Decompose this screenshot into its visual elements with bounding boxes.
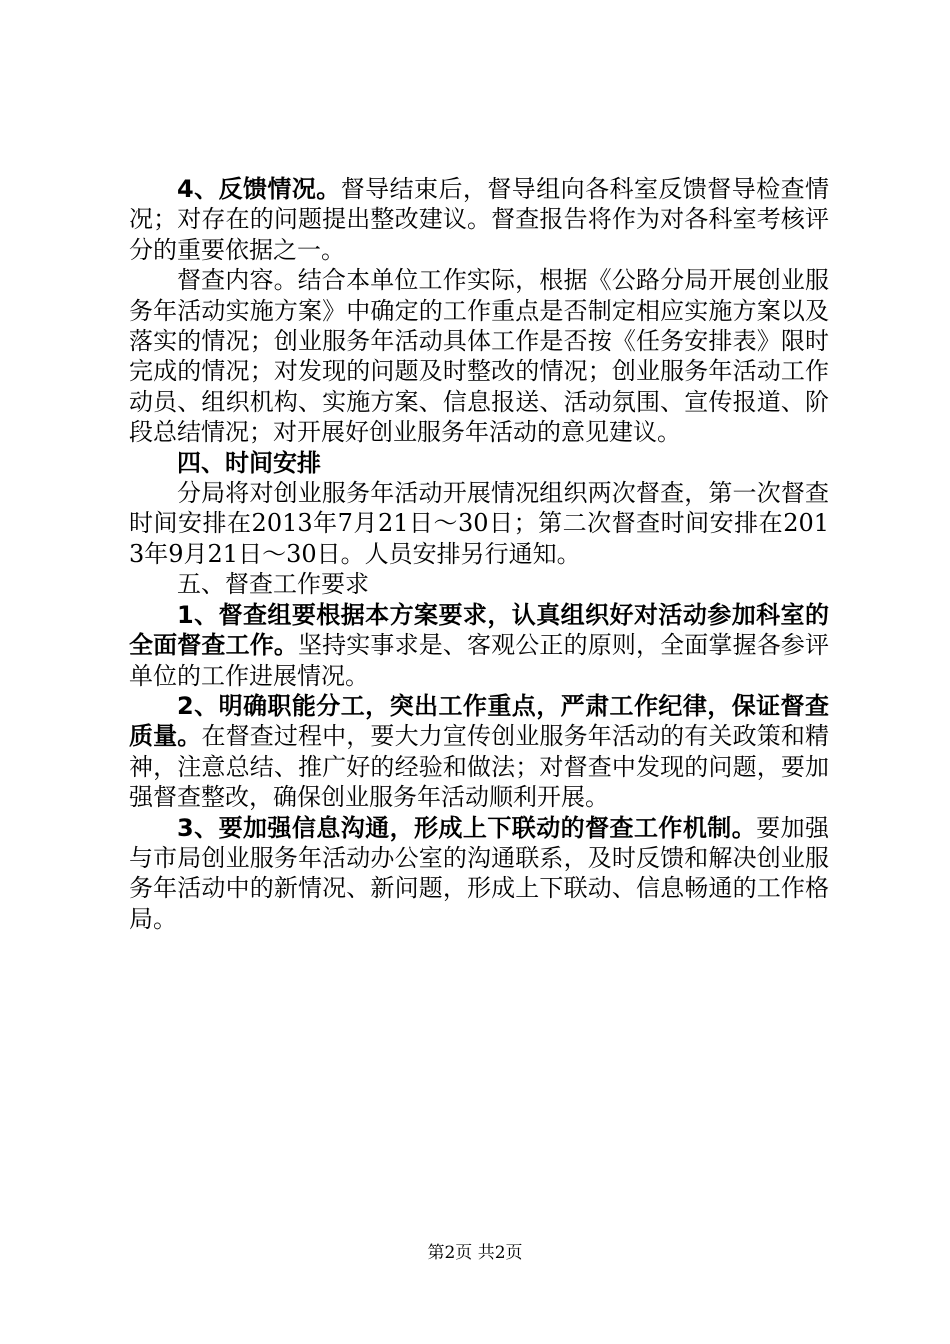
section-heading-requirements: 五、督查工作要求 xyxy=(177,570,369,599)
paragraph-requirement-3 xyxy=(129,813,829,935)
section-heading-schedule: 四、时间安排 xyxy=(177,448,321,477)
paragraph-requirement-2 xyxy=(129,691,829,813)
paragraph-requirement-1 xyxy=(129,600,829,691)
paragraph-requirement-1-lead: 1、督查组要根据本方案要求，认真组织好对活动参加科室的全面督查工作。 xyxy=(129,600,829,660)
paragraph-inspection-content xyxy=(129,265,829,447)
paragraph-requirement-2-text: 在督查过程中，要大力宣传创业服务年活动的有关政策和精神，注意总结、推广好的经验和做法；对督查中发现的问题，要加强督查整改，确保创业服务年活动顺利开展。 xyxy=(129,722,830,812)
paragraph-feedback xyxy=(129,174,829,265)
paragraph-requirement-3-text: 要加强与市局创业服务年活动办公室的沟通联系，及时反馈和解决创业服务年活动中的新情况、新问题，形成上下联动、信息畅通的工作格局。 xyxy=(129,813,830,933)
paragraph-feedback-lead: 4、反馈情况。 xyxy=(177,175,341,203)
paragraph-requirement-3-lead: 3、要加强信息沟通，形成上下联动的督查工作机制。 xyxy=(177,813,757,842)
paragraph-requirement-1-text: 坚持实事求是、客观公正的原则，全面掌握各参评单位的工作进展情况。 xyxy=(129,631,829,690)
document-body xyxy=(129,174,829,934)
paragraph-schedule xyxy=(129,478,829,569)
paragraph-inspection-content-text: 督查内容。结合本单位工作实际，根据《公路分局开展创业服务年活动实施方案》中确定的工作重点是否制定相应实施方案以及落实的情况；创业服务年活动具体工作是否按《任务安排表》限时完成的情况；对发现的问题及时整改的情况；创业服务年活动工作动员、组织机构、实施方案、信息报送、活动氛围、宣传报道、阶段总结情况；对开展好创业服务年活动的意见建议。 xyxy=(129,266,829,447)
paragraph-feedback-text: 督导结束后，督导组向各科室反馈督导检查情况；对存在的问题提出整改建议。督查报告将作为对各科室考核评分的重要依据之一。 xyxy=(129,175,830,264)
paragraph-schedule-text: 分局将对创业服务年活动开展情况组织两次督查，第一次督查时间安排在2013年7月21日～30日；第二次督查时间安排在2013年9月21日～30日。人员安排另行通知。 xyxy=(129,479,829,568)
paragraph-requirement-2-lead: 2、明确职能分工，突出工作重点，严肃工作纪律，保证督查质量。 xyxy=(129,691,829,751)
page-number-label: 第2页 共2页 xyxy=(427,1243,523,1263)
page-footer xyxy=(0,1243,950,1263)
